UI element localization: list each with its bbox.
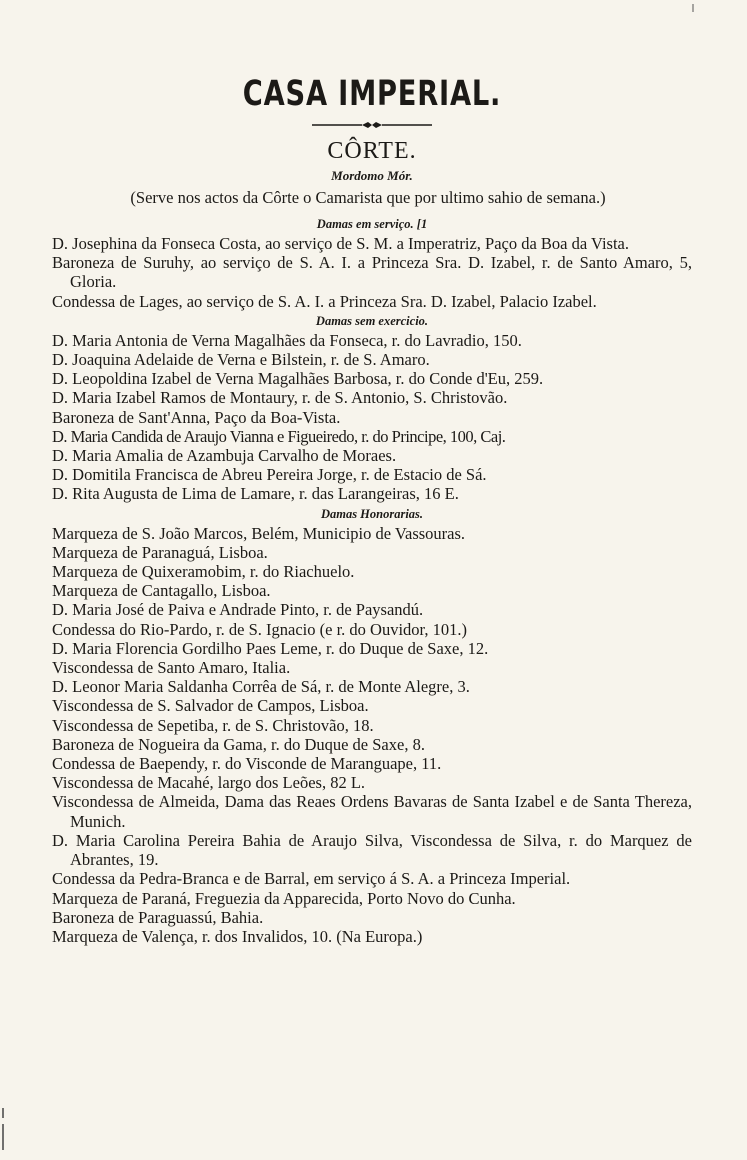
list-item: Condessa de Lages, ao serviço de S. A. I. a Princeza Sra. D. Izabel, Palacio Izabel.	[52, 291, 597, 311]
list-item: Baroneza de Paraguassú, Bahia.	[52, 907, 264, 927]
list-item: Condessa do Rio-Pardo, r. de S. Ignacio (e r. do Ouvidor, 101.)	[52, 619, 467, 639]
list-item: D. Maria Antonia de Verna Magalhães da Fonseca, r. do Lavradio, 150.	[52, 330, 522, 350]
list-item: D. Joaquina Adelaide de Verna e Bilstein, r. de S. Amaro.	[52, 350, 430, 370]
page-title: CASA IMPERIAL.	[242, 74, 502, 114]
list-item: D. Leopoldina Izabel de Verna Magalhães Barbosa, r. do Conde d'Eu, 259.	[52, 369, 544, 389]
list-item: D. Josephina da Fonseca Costa, ao serviço de S. M. a Imperatriz, Paço da Boa da Vista.	[52, 234, 629, 253]
damas-honorarias-heading: Damas Honorarias.	[320, 506, 424, 521]
list-item: D. Maria Carolina Pereira Bahia de Araujo Silva, Viscondessa de Silva, r. do Marquez de Abrantes, 19.	[52, 830, 692, 870]
damas-honorarias-list	[52, 524, 692, 946]
list-item: Marqueza de Cantagallo, Lisboa.	[52, 581, 271, 601]
document-page	[52, 72, 692, 946]
page-corner-mark	[691, 0, 695, 14]
list-item: Viscondessa de Almeida, Dama das Reaes Ordens Bavaras de Santa Izabel e de Santa Thereza, Munich.	[52, 792, 692, 831]
list-item: D. Rita Augusta de Lima de Lamare, r. das Larangeiras, 16 E.	[52, 484, 459, 504]
list-item: Marqueza de Quixeramobim, r. do Riachuelo.	[52, 562, 355, 582]
list-item: D. Maria Izabel Ramos de Montaury, r. de S. Antonio, S. Christovão.	[52, 388, 508, 408]
list-item: Viscondessa de Santo Amaro, Italia.	[52, 658, 291, 678]
list-item: Viscondessa de Sepetiba, r. de S. Christovão, 18.	[52, 715, 374, 735]
list-item: Marqueza de Paranaguá, Lisboa.	[52, 542, 268, 562]
list-item: Condessa da Pedra-Branca e de Barral, em serviço á S. A. a Princeza Imperial.	[52, 869, 571, 889]
list-item: D. Maria Candida de Araujo Vianna e Figueiredo, r. do Principe, 100, Caj.	[52, 426, 506, 446]
list-item: Marqueza de S. João Marcos, Belém, Municipio de Vassouras.	[52, 523, 466, 543]
mordomo-heading: Mordomo Mór.	[331, 168, 413, 183]
list-item: Viscondessa de Macahé, largo dos Leões, 82 L.	[52, 773, 366, 793]
list-item: Condessa de Baependy, r. do Visconde de Maranguape, 11.	[52, 754, 442, 774]
binding-edge-marks	[0, 1100, 8, 1160]
list-item: Baroneza de Nogueira da Gama, r. do Duque de Saxe, 8.	[52, 734, 425, 754]
list-item: Marqueza de Paraná, Freguezia da Apparecida, Porto Novo do Cunha.	[52, 888, 516, 908]
list-item: Marqueza de Valença, r. dos Invalidos, 10. (Na Europa.)	[52, 926, 423, 946]
damas-sem-exercicio-heading: Damas sem exercicio.	[315, 313, 429, 328]
list-item: Baroneza de Sant'Anna, Paço da Boa-Vista.	[52, 407, 341, 427]
list-item: Baroneza de Suruhy, ao serviço de S. A. I. a Princeza Sra. D. Izabel, r. de Santo Amaro, 5, Gloria.	[52, 253, 692, 292]
damas-sem-exercicio-list	[52, 331, 692, 504]
damas-servico-heading: Damas em serviço. [1	[316, 217, 428, 231]
camarista-note: (Serve nos actos da Côrte o Camarista que por ultimo sahio de semana.)	[130, 188, 606, 207]
damas-servico-list	[52, 234, 692, 311]
list-item: D. Leonor Maria Saldanha Corrêa de Sá, r. de Monte Alegre, 3.	[52, 677, 470, 697]
list-item: D. Domitila Francisca de Abreu Pereira Jorge, r. de Estacio de Sá.	[52, 465, 487, 485]
section-title-corte: CÔRTE.	[327, 138, 417, 164]
list-item: Viscondessa de S. Salvador de Campos, Lisboa.	[52, 696, 369, 716]
ornament-divider-icon	[312, 120, 432, 130]
list-item: D. Maria Florencia Gordilho Paes Leme, r. do Duque de Saxe, 12.	[52, 638, 489, 658]
list-item: D. Maria José de Paiva e Andrade Pinto, r. de Paysandú.	[52, 600, 424, 620]
list-item: D. Maria Amalia de Azambuja Carvalho de Moraes.	[52, 446, 397, 466]
